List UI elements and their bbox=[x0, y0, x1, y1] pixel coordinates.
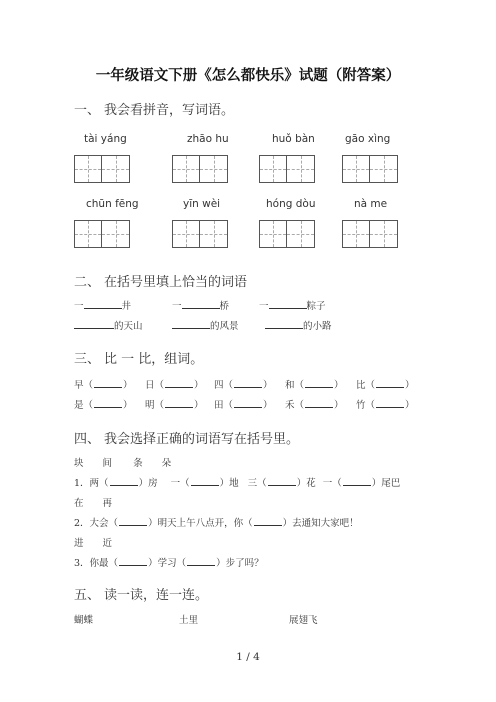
fill-suffix: 粽子 bbox=[306, 301, 326, 312]
question-number: 1． bbox=[74, 478, 90, 489]
writing-grid-6[interactable] bbox=[172, 220, 228, 248]
writing-grid-5[interactable] bbox=[74, 220, 130, 248]
compare-item: 是（ ） bbox=[74, 400, 133, 411]
writing-grid-7[interactable] bbox=[259, 220, 315, 248]
compare-char: 明 bbox=[145, 400, 155, 411]
fill-item-5 bbox=[172, 318, 239, 332]
section-4-title: 我会选择正确的词语写在括号里。 bbox=[104, 432, 300, 447]
writing-grid-3[interactable] bbox=[259, 155, 315, 183]
compare-item: 早（ ） bbox=[74, 380, 133, 391]
answer-blank[interactable] bbox=[165, 378, 193, 388]
compare-char: 竹 bbox=[356, 400, 366, 411]
question-text: ）房 bbox=[138, 478, 158, 489]
question-1 bbox=[74, 475, 400, 489]
compare-item: 和（ ） bbox=[285, 380, 344, 391]
fill-prefix: 一 bbox=[74, 301, 84, 312]
section-3-title: 比 一 比，组词。 bbox=[104, 352, 204, 367]
fill-blank[interactable] bbox=[182, 299, 220, 309]
fill-blank[interactable] bbox=[265, 319, 303, 329]
word-option: 再 bbox=[102, 498, 113, 509]
writing-grid-1[interactable] bbox=[74, 155, 130, 183]
word-option: 在 bbox=[74, 498, 84, 509]
compare-item: 日（ ） bbox=[145, 380, 204, 391]
pinyin-1: tài yáng bbox=[84, 133, 127, 145]
answer-blank[interactable] bbox=[234, 378, 262, 388]
question-text: ）去通知大家吧！ bbox=[282, 518, 359, 529]
word-bank-3 bbox=[74, 535, 112, 549]
compare-char: 比 bbox=[356, 380, 366, 391]
compare-item: 禾（ ） bbox=[285, 400, 344, 411]
compare-char: 日 bbox=[145, 380, 155, 391]
section-5-number: 五、 bbox=[74, 588, 101, 603]
pinyin-3: huǒ bàn bbox=[272, 133, 315, 145]
fill-blank[interactable] bbox=[74, 319, 114, 329]
match-word-2[interactable]: 土里 bbox=[179, 615, 199, 626]
pinyin-5: chūn fēng bbox=[86, 198, 139, 210]
section-3-number: 三、 bbox=[74, 352, 101, 367]
answer-blank[interactable] bbox=[305, 378, 333, 388]
question-text: ）地 bbox=[219, 478, 239, 489]
section-2-title: 在括号里填上恰当的词语 bbox=[104, 275, 248, 290]
word-bank-1 bbox=[74, 455, 171, 469]
compare-char: 是 bbox=[74, 400, 84, 411]
compare-item: 四（ ） bbox=[214, 380, 273, 391]
section-2-heading bbox=[74, 271, 247, 290]
fill-suffix: 桥 bbox=[219, 301, 230, 312]
answer-blank[interactable] bbox=[94, 378, 122, 388]
fill-item-4 bbox=[74, 318, 143, 332]
match-word-3[interactable]: 展翅飞 bbox=[289, 615, 318, 626]
question-text: 一（ bbox=[322, 478, 342, 489]
fill-item-1 bbox=[74, 298, 131, 312]
question-text: ）步了吗？ bbox=[216, 558, 264, 569]
word-option: 块 bbox=[74, 458, 84, 469]
document-title: 一年级语文下册《怎么都快乐》试题（附答案） bbox=[95, 67, 401, 84]
question-text: 大会（ bbox=[89, 518, 119, 529]
fill-blank[interactable] bbox=[172, 319, 210, 329]
fill-item-3 bbox=[259, 298, 326, 312]
answer-blank[interactable] bbox=[305, 398, 333, 408]
page-number: 1 / 4 bbox=[236, 651, 260, 663]
answer-blank[interactable] bbox=[343, 476, 371, 486]
fill-item-2 bbox=[172, 298, 229, 312]
compare-item: 竹（ ） bbox=[356, 400, 415, 411]
fill-suffix: 的风景 bbox=[210, 321, 239, 332]
answer-blank[interactable] bbox=[187, 556, 215, 566]
question-text: 三（ bbox=[247, 478, 267, 489]
pinyin-8: nà me bbox=[354, 198, 388, 210]
question-text: ）明天上午八点开，你（ bbox=[148, 518, 253, 529]
compare-char: 和 bbox=[285, 380, 295, 391]
word-option: 进 bbox=[74, 538, 84, 549]
writing-grid-4[interactable] bbox=[342, 155, 398, 183]
question-text: 两（ bbox=[89, 478, 109, 489]
word-option: 近 bbox=[102, 538, 113, 549]
question-text: ）尾巴 bbox=[371, 478, 401, 489]
answer-blank[interactable] bbox=[165, 398, 193, 408]
compare-char: 四 bbox=[214, 380, 224, 391]
question-number: 3． bbox=[74, 558, 90, 569]
answer-blank[interactable] bbox=[376, 398, 404, 408]
question-number: 2． bbox=[74, 518, 90, 529]
compare-char: 田 bbox=[214, 400, 224, 411]
section-2-number: 二、 bbox=[74, 275, 101, 290]
question-text: 一（ bbox=[170, 478, 190, 489]
question-text: ）花 bbox=[296, 478, 316, 489]
question-3 bbox=[74, 555, 264, 569]
word-option: 朵 bbox=[161, 458, 172, 469]
pinyin-4: gāo xìng bbox=[345, 133, 391, 145]
pinyin-7: hóng dòu bbox=[266, 198, 316, 210]
word-option: 间 bbox=[102, 458, 113, 469]
section-3-heading bbox=[74, 348, 203, 367]
word-option: 条 bbox=[133, 458, 143, 469]
fill-blank[interactable] bbox=[84, 299, 122, 309]
fill-prefix: 一 bbox=[172, 301, 182, 312]
section-1-number: 一、 bbox=[74, 103, 101, 118]
pinyin-6: yīn wèi bbox=[183, 198, 221, 210]
fill-item-6 bbox=[265, 318, 332, 332]
word-bank-2 bbox=[74, 495, 112, 509]
question-text: ）学习（ bbox=[148, 558, 187, 569]
answer-blank[interactable] bbox=[268, 476, 296, 486]
answer-blank[interactable] bbox=[110, 476, 138, 486]
fill-suffix: 的天山 bbox=[114, 321, 143, 332]
answer-blank[interactable] bbox=[94, 398, 122, 408]
fill-prefix: 一 bbox=[259, 301, 269, 312]
section-5-title: 读一读，连一连。 bbox=[104, 588, 209, 603]
section-4-number: 四、 bbox=[74, 432, 101, 447]
compare-char: 禾 bbox=[285, 400, 295, 411]
compare-item: 比（ ） bbox=[356, 380, 415, 391]
fill-blank[interactable] bbox=[269, 299, 307, 309]
writing-grid-2[interactable] bbox=[172, 155, 228, 183]
answer-blank[interactable] bbox=[254, 516, 282, 526]
section-4-heading bbox=[74, 428, 299, 447]
compare-item: 明（ ） bbox=[145, 400, 204, 411]
section-5-heading bbox=[74, 584, 208, 603]
question-text: 你最（ bbox=[89, 558, 119, 569]
section-1-title: 我会看拼音，写词语。 bbox=[104, 103, 235, 118]
section-1-heading bbox=[74, 99, 234, 118]
fill-suffix: 井 bbox=[121, 301, 132, 312]
match-word-1[interactable]: 蝴蝶 bbox=[74, 615, 94, 626]
fill-suffix: 的小路 bbox=[303, 321, 332, 332]
answer-blank[interactable] bbox=[234, 398, 262, 408]
writing-grid-8[interactable] bbox=[342, 220, 398, 248]
compare-char: 早 bbox=[74, 380, 84, 391]
answer-blank[interactable] bbox=[191, 476, 219, 486]
answer-blank[interactable] bbox=[376, 378, 404, 388]
compare-item: 田（ ） bbox=[214, 400, 273, 411]
question-2 bbox=[74, 515, 359, 529]
answer-blank[interactable] bbox=[119, 516, 147, 526]
answer-blank[interactable] bbox=[119, 556, 147, 566]
pinyin-2: zhāo hu bbox=[187, 133, 229, 145]
